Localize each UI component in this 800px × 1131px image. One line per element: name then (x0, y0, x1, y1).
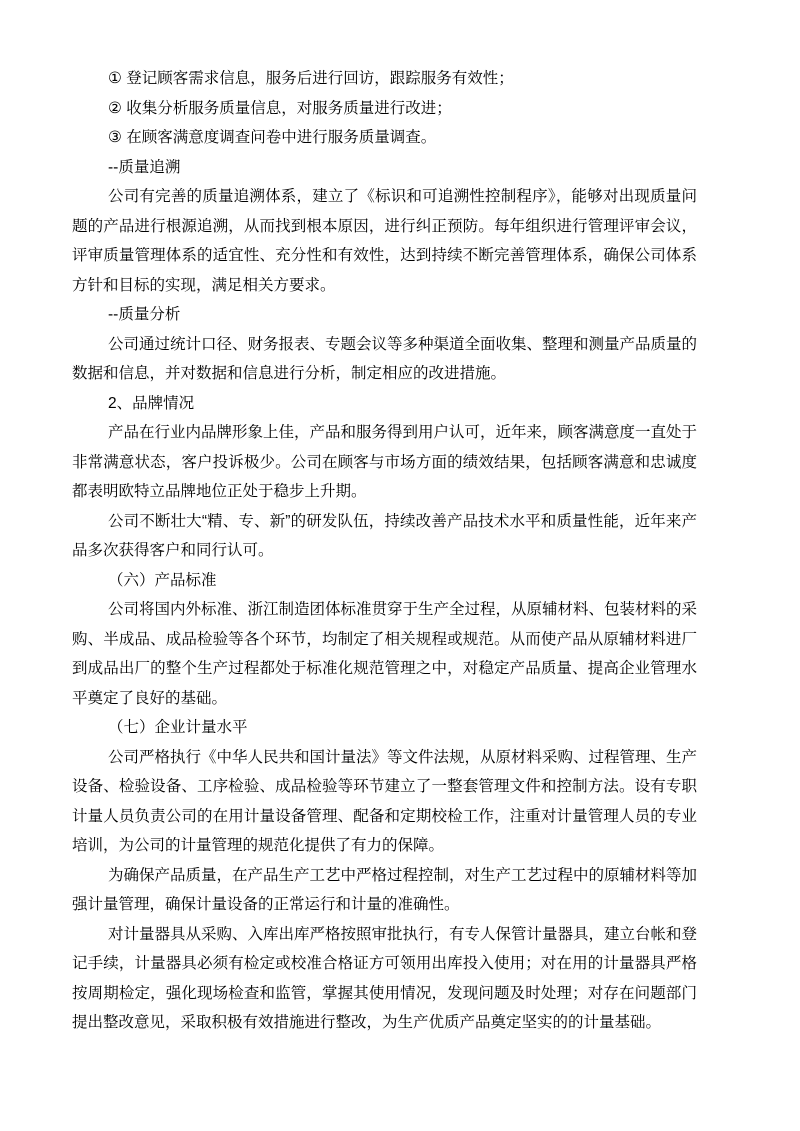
paragraph: 为确保产品质量，在产品生产工艺中严格过程控制，对生产工艺过程中的原辅材料等加强计量管理，确保计量设备的正常运行和计量的准确性。 (72, 866, 698, 913)
subheading: --质量分析 (108, 306, 181, 323)
paragraph: 产品在行业内品牌形象上佳，产品和服务得到用户认可，近年来，顾客满意度一直处于非常满意状态，客户投诉极少。公司在顾客与市场方面的绩效结果，包括顾客满意和忠诚度都表明欧特立品牌地位正处于稳步上升期。 (72, 424, 698, 500)
list-item: ① 登记顾客需求信息，服务后进行回访，跟踪服务有效性； (108, 70, 514, 87)
heading: 2、品牌情况 (108, 394, 195, 412)
document-body (72, 64, 697, 1038)
paragraph: 公司严格执行《中华人民共和国计量法》等文件法规，从原材料采购、过程管理、生产设备、检验设备、工序检验、成品检验等环节建立了一整套管理文件和控制方法。设有专职计量人员负责公司的在用计量设备管理、配备和定期校检工作，注重对计量管理人员的专业培训，为公司的计量管理的规范化提供了有力的保障。 (72, 748, 698, 854)
list-item: ③ 在顾客满意度调查问卷中进行服务质量调查。 (108, 129, 437, 146)
paragraph: 公司通过统计口径、财务报表、专题会议等多种渠道全面收集、整理和测量产品质量的数据和信息，并对数据和信息进行分析，制定相应的改进措施。 (72, 335, 698, 382)
paragraph: 公司有完善的质量追溯体系，建立了《标识和可追溯性控制程序》，能够对出现质量问题的产品进行根源追溯，从而找到根本原因，进行纠正预防。每年组织进行管理评审会议，评审质量管理体系的适宜性、充分性和有效性，达到持续不断完善管理体系，确保公司体系方针和目标的实现，满足相关方要求。 (72, 188, 697, 294)
heading: （七）企业计量水平 (108, 719, 248, 736)
list-item: ② 收集分析服务质量信息，对服务质量进行改进； (108, 99, 452, 117)
paragraph: 公司将国内外标准、浙江制造团体标准贯穿于生产全过程，从原辅材料、包装材料的采购、半成品、成品检验等各个环节，均制定了相关规程或规范。从而使产品从原辅材料进厂到成品出厂的整个生产过程都处于标准化规范管理之中，对稳定产品质量、提高企业管理水平奠定了良好的基础。 (72, 601, 698, 707)
heading: （六）产品标准 (108, 571, 217, 589)
paragraph: 公司不断壮大“精、专、新”的研发队伍，持续改善产品技术水平和质量性能，近年来产品多次获得客户和同行认可。 (72, 512, 697, 559)
paragraph: 对计量器具从采购、入库出库严格按照审批执行，有专人保管计量器具，建立台帐和登记手续，计量器具必须有检定或校准合格证方可领用出库投入使用；对在用的计量器具严格按周期检定，强化现场检查和监管，掌握其使用情况，发现问题及时处理；对存在问题部门提出整改意见，采取积极有效措施进行整改，为生产优质产品奠定坚实的的计量基础。 (72, 925, 698, 1031)
subheading: --质量追溯 (108, 158, 181, 176)
